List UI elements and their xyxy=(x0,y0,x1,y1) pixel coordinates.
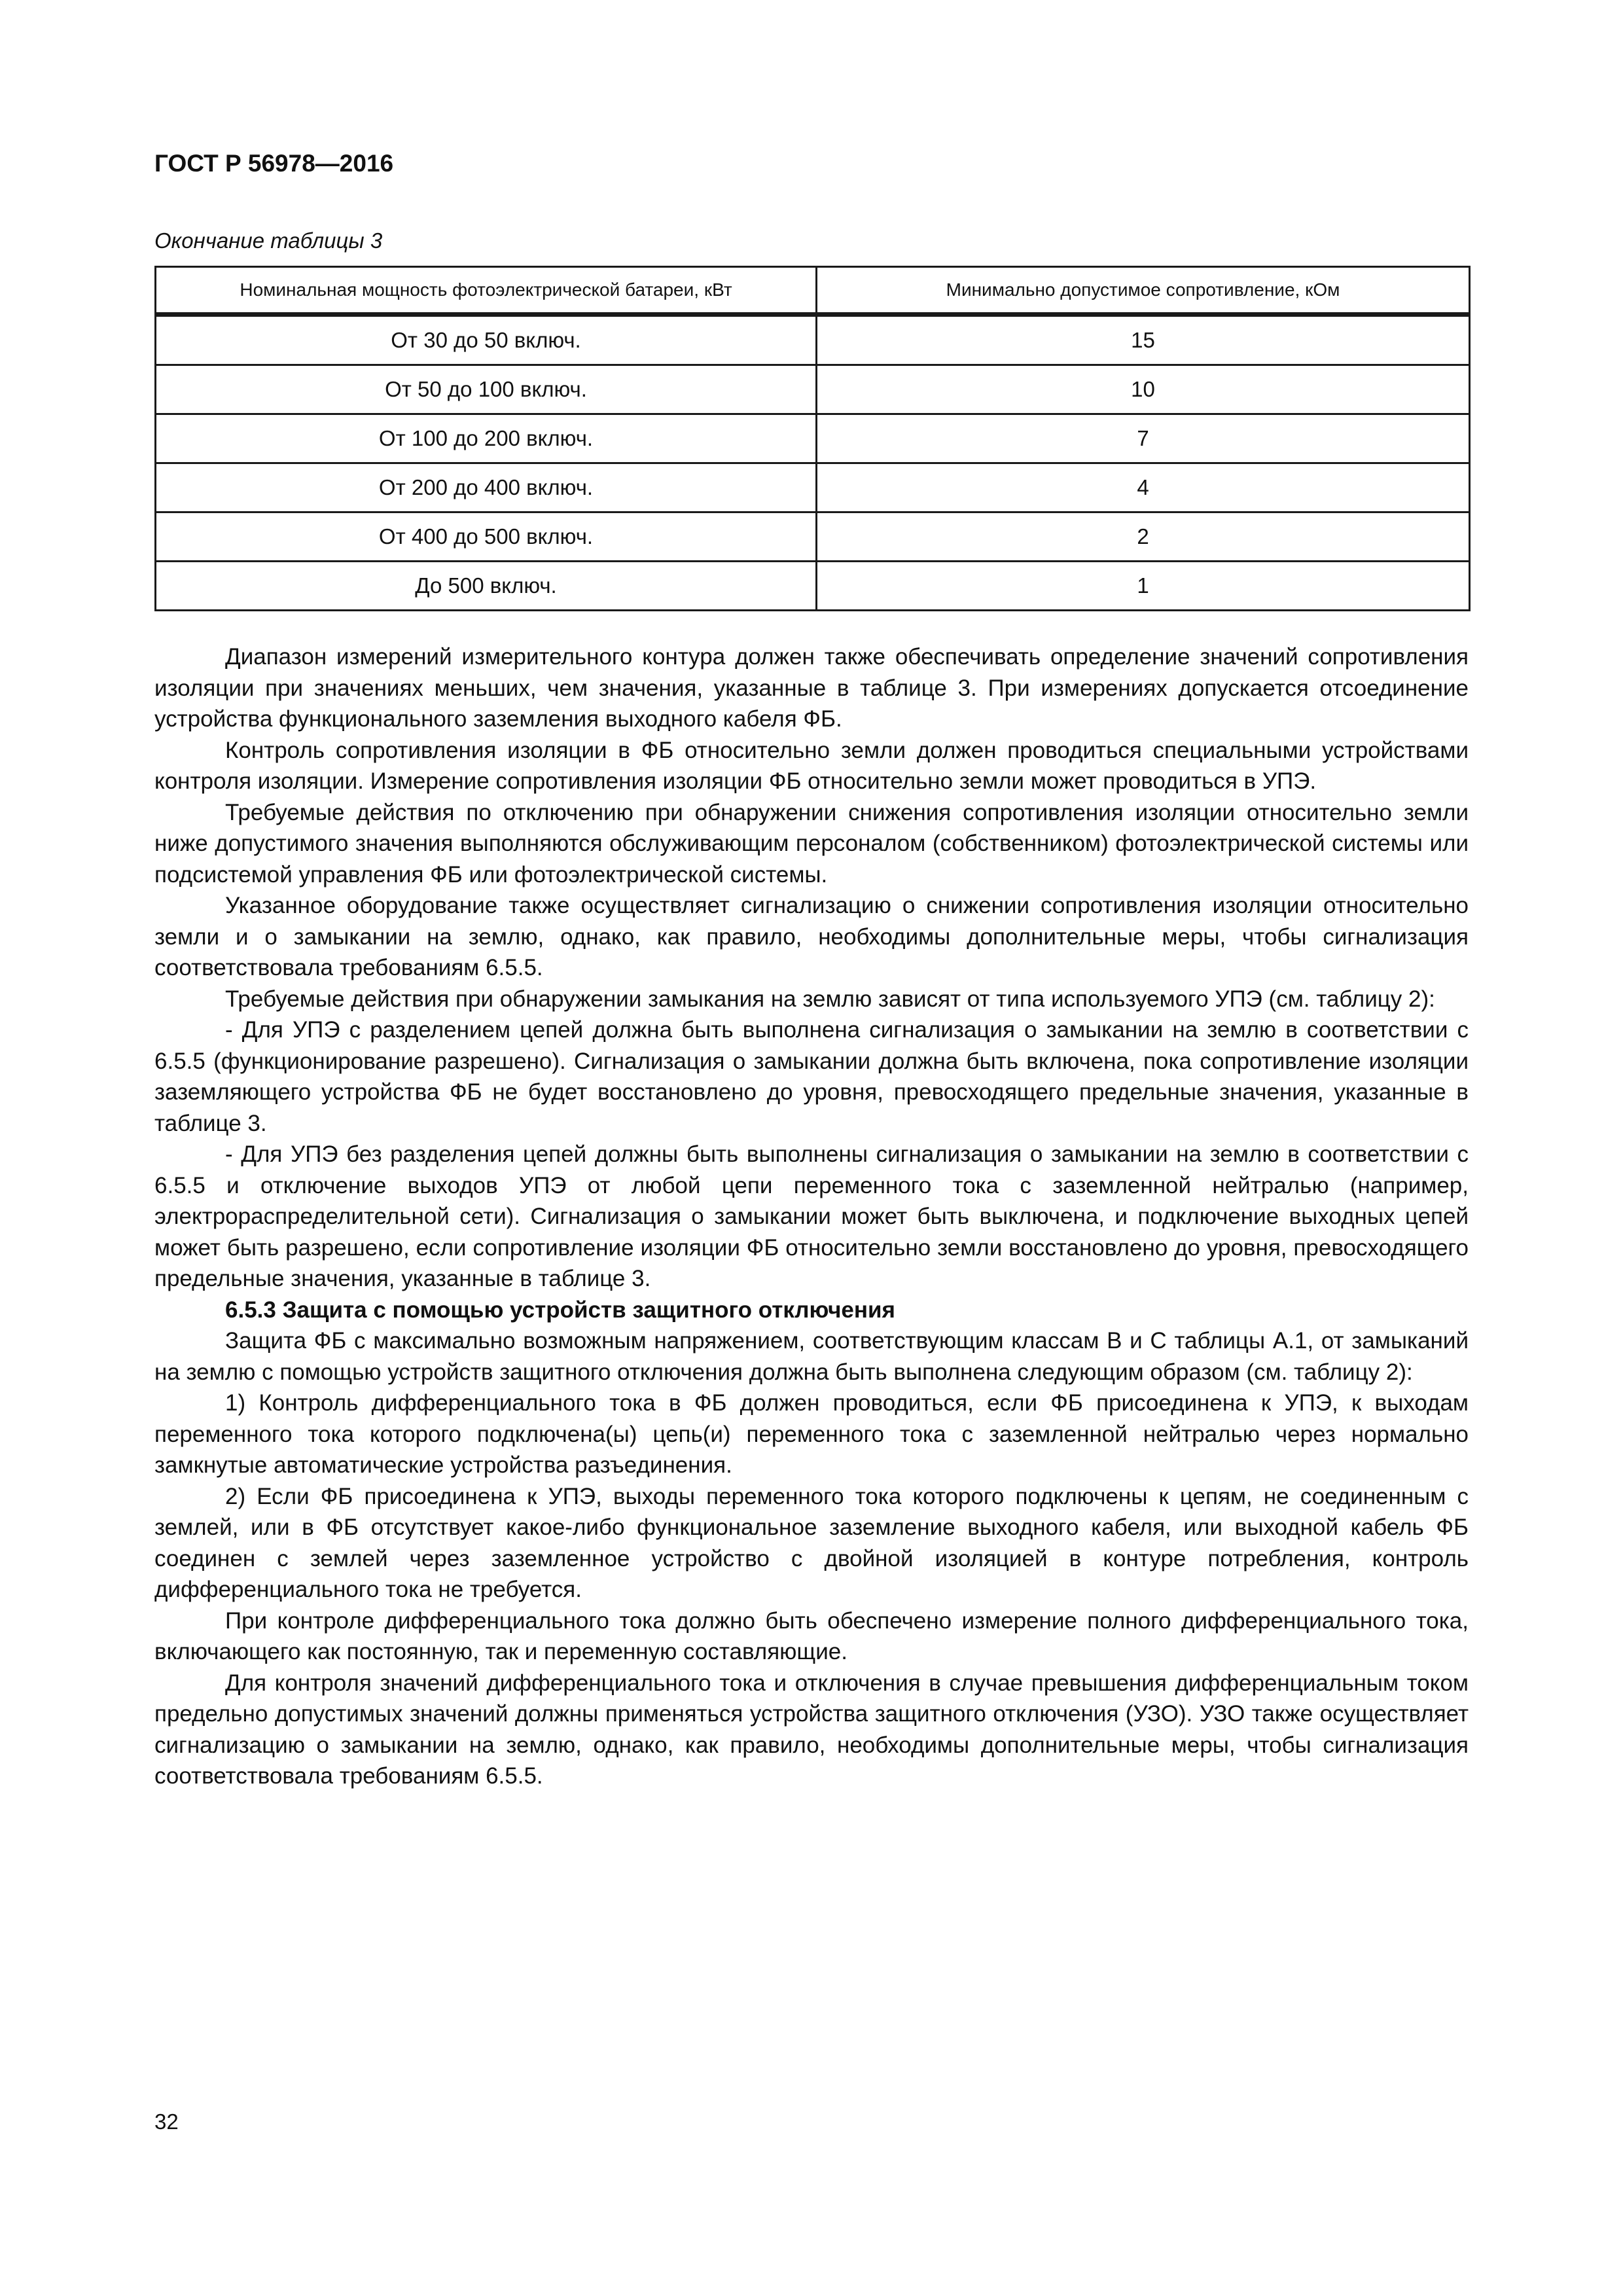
column-header-power: Номинальная мощность фотоэлектрической батареи, кВт xyxy=(156,267,817,315)
list-item: - Для УПЭ без разделения цепей должны быть выполнены сигнализация о замыкании на землю в соответствии с 6.5.5 и отключение выходов УПЭ от любой цепи переменного тока с заземленной нейтралью (например, электрораспределительной сети). Сигнализация о замыкании может быть выключена, и подключение выходных цепей может быть разрешено, если сопротивление изоляции ФБ относительно земли восстановлено до уровня, превосходящего предельные значения, указанные в таблице 3. xyxy=(154,1141,1469,1291)
paragraph: Для контроля значений дифференциального тока и отключения в случае превышения дифференциальным током предельно допустимых значений должны применяться устройства защитного отключения (УЗО). УЗО также осуществляет сигнализацию о замыкании на землю, однако, как правило, необходимы дополнительные меры, чтобы сигнализация соответствовала требованиям 6.5.5. xyxy=(154,1670,1469,1789)
table-row xyxy=(156,365,1470,414)
table-row xyxy=(156,315,1470,365)
power-range-cell: От 400 до 500 включ. xyxy=(156,512,817,562)
table-row xyxy=(156,463,1470,512)
resistance-cell: 7 xyxy=(817,414,1470,463)
paragraph: Защита ФБ с максимально возможным напряжением, соответствующим классам В и С таблицы А.1, от замыканий на землю с помощью устройств защитного отключения должна быть выполнена следующим образом (см. таблицу 2): xyxy=(154,1328,1469,1385)
resistance-cell: 4 xyxy=(817,463,1470,512)
paragraph: Указанное оборудование также осуществляет сигнализацию о снижении сопротивления изоляции относительно земли и о замыкании на землю, однако, как правило, необходимы дополнительные меры, чтобы сигнализация соответствовала требованиям 6.5.5. xyxy=(154,893,1469,980)
list-item: - Для УПЭ с разделением цепей должна быть выполнена сигнализация о замыкании на землю в соответствии с 6.5.5 (функционирование разрешено). Сигнализация о замыкании должна быть включена, пока сопротивление изоляции заземляющего устройства ФБ не будет восстановлено до уровня, превосходящего предельные значения, указанные в таблице 3. xyxy=(154,1017,1469,1136)
power-range-cell: От 200 до 400 включ. xyxy=(156,463,817,512)
body-text xyxy=(154,641,1469,1792)
paragraph: Требуемые действия при обнаружении замыкания на землю зависят от типа используемого УПЭ (см. таблицу 2): xyxy=(225,986,1435,1012)
power-range-cell: От 30 до 50 включ. xyxy=(156,315,817,365)
paragraph: Диапазон измерений измерительного контура должен также обеспечивать определение значений сопротивления изоляции при значениях меньших, чем значения, указанные в таблице 3. При измерениях допускается отсоединение устройства функционального заземления выходного кабеля ФБ. xyxy=(154,644,1469,732)
power-range-cell: От 50 до 100 включ. xyxy=(156,365,817,414)
page-number: 32 xyxy=(154,2109,179,2134)
document-page xyxy=(154,149,1469,1792)
table-header-row xyxy=(156,267,1470,315)
list-item: 1) Контроль дифференциального тока в ФБ должен проводиться, если ФБ присоединена к УПЭ, к выходам переменного тока которого подключена(ы) цепь(и) переменного тока с заземленной нейтралью через нормально замкнутые автоматические устройства разъединения. xyxy=(154,1390,1469,1478)
column-header-resistance: Минимально допустимое сопротивление, кОм xyxy=(817,267,1470,315)
paragraph: Требуемые действия по отключению при обнаружении снижения сопротивления изоляции относительно земли ниже допустимого значения выполняются обслуживающим персоналом (собственником) фотоэлектрической системы или подсистемой управления ФБ или фотоэлектрической системы. xyxy=(154,799,1469,888)
list-item: 2) Если ФБ присоединена к УПЭ, выходы переменного тока которого подключены к цепям, не соединенным с землей, или в ФБ отсутствует какое-либо функциональное заземление выходного кабеля, или выходной кабель ФБ соединен с землей через заземленное устройство с двойной изоляцией в контуре потребления, контроль дифференциального тока не требуется. xyxy=(154,1483,1469,1602)
resistance-table xyxy=(154,266,1471,611)
paragraph: При контроле дифференциального тока должно быть обеспечено измерение полного дифференциального тока, включающего как постоянную, так и переменную составляющие. xyxy=(154,1607,1469,1664)
table-row xyxy=(156,512,1470,562)
table-caption: Окончание таблицы 3 xyxy=(154,228,383,253)
resistance-cell: 2 xyxy=(817,512,1470,562)
power-range-cell: До 500 включ. xyxy=(156,562,817,611)
resistance-cell: 10 xyxy=(817,365,1470,414)
paragraph: Контроль сопротивления изоляции в ФБ относительно земли должен проводиться специальными устройствами контроля изоляции. Измерение сопротивления изоляции ФБ относительно земли может проводиться в УПЭ. xyxy=(154,737,1469,794)
power-range-cell: От 100 до 200 включ. xyxy=(156,414,817,463)
table-row xyxy=(156,414,1470,463)
resistance-cell: 1 xyxy=(817,562,1470,611)
subsection-title: 6.5.3 Защита с помощью устройств защитного отключения xyxy=(225,1297,895,1323)
document-code-header: ГОСТ Р 56978—2016 xyxy=(154,150,394,177)
resistance-cell: 15 xyxy=(817,315,1470,365)
table-row xyxy=(156,562,1470,611)
